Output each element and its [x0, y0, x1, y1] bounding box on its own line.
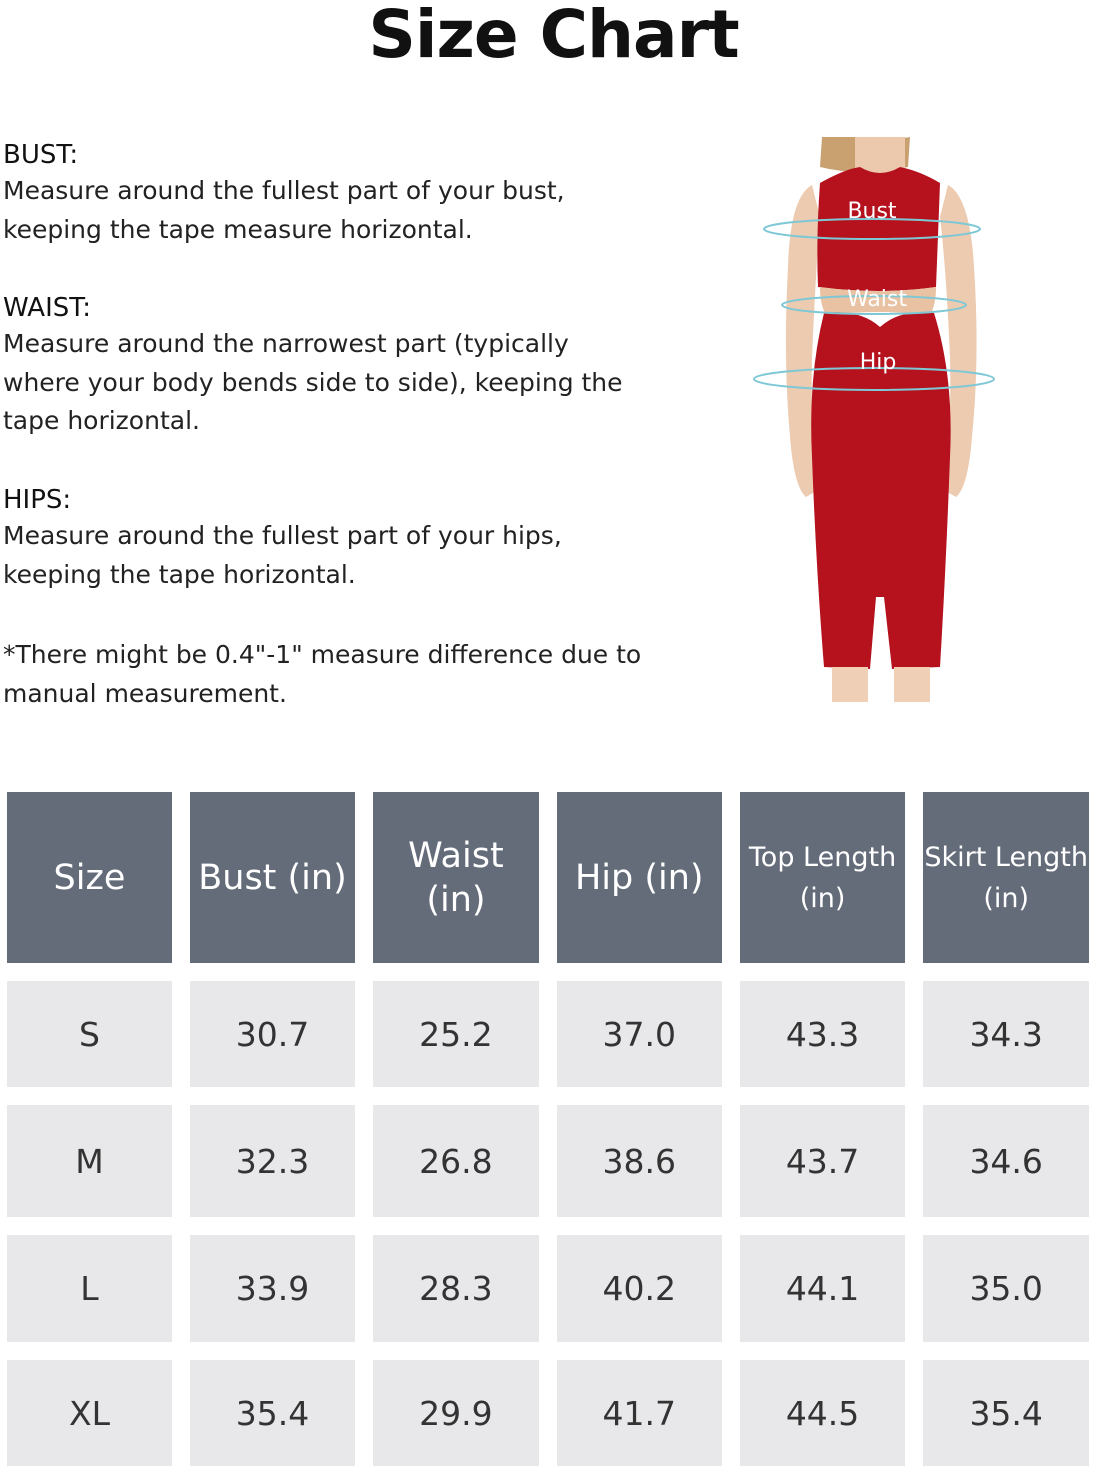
cell-skirt-length: 34.3 — [923, 981, 1089, 1087]
crop-top-shape — [817, 167, 940, 291]
model-figure — [750, 137, 1010, 702]
cell-skirt-length: 35.4 — [923, 1360, 1089, 1466]
table-header-row — [7, 792, 1089, 963]
cell-waist: 26.8 — [373, 1105, 539, 1217]
cell-waist: 29.9 — [373, 1360, 539, 1466]
cell-skirt-length: 34.6 — [923, 1105, 1089, 1217]
hips-text-line: Measure around the fullest part of your hips, — [3, 521, 562, 550]
header-waist: Waist (in) — [373, 792, 539, 963]
cell-size: XL — [7, 1360, 172, 1466]
cell-waist: 28.3 — [373, 1235, 539, 1342]
waist-text-line: tape horizontal. — [3, 406, 200, 435]
cell-top-length: 43.3 — [740, 981, 906, 1087]
waist-guide — [3, 291, 623, 441]
cell-bust: 32.3 — [190, 1105, 355, 1217]
hips-text-line: keeping the tape horizontal. — [3, 559, 356, 589]
cell-size: M — [7, 1105, 172, 1217]
measure-note — [3, 636, 641, 713]
waist-label: Waist — [846, 287, 908, 312]
waist-heading: WAIST: — [3, 293, 92, 323]
bust-guide — [3, 138, 565, 249]
cell-top-length: 44.1 — [740, 1235, 906, 1342]
header-skirt-length: Skirt Length (in) — [923, 792, 1089, 963]
hips-heading: HIPS: — [3, 485, 72, 515]
hip-label: Hip — [859, 350, 897, 375]
header-top-length: Top Length (in) — [740, 792, 906, 963]
table-row — [7, 1360, 1089, 1466]
header-bust: Bust (in) — [190, 792, 355, 963]
cell-size: L — [7, 1235, 172, 1342]
note-line: manual measurement. — [3, 678, 287, 708]
right-leg-shape — [894, 667, 930, 702]
table-row — [7, 1235, 1089, 1342]
table-row — [7, 981, 1089, 1087]
cell-hip: 40.2 — [557, 1235, 722, 1342]
cell-waist: 25.2 — [373, 981, 539, 1087]
left-leg-shape — [832, 667, 868, 702]
cell-hip: 38.6 — [557, 1105, 722, 1217]
waist-text-line: where your body bends side to side), keeping the — [3, 367, 623, 397]
cell-top-length: 44.5 — [740, 1360, 906, 1466]
cell-size: S — [7, 981, 172, 1087]
dress-illustration — [750, 137, 1010, 702]
cell-hip: 37.0 — [557, 981, 722, 1087]
bust-label: Bust — [847, 199, 897, 224]
cell-skirt-length: 35.0 — [923, 1235, 1089, 1342]
header-hip: Hip (in) — [557, 792, 722, 963]
note-line: *There might be 0.4"-1" measure difference due to — [3, 640, 642, 669]
hips-guide — [3, 483, 562, 594]
bust-text-line: keeping the tape measure horizontal. — [3, 214, 473, 244]
size-table — [0, 774, 1107, 1484]
table-row — [7, 1105, 1089, 1217]
cell-bust: 33.9 — [190, 1235, 355, 1342]
cell-bust: 30.7 — [190, 981, 355, 1087]
cell-top-length: 43.7 — [740, 1105, 906, 1217]
cell-bust: 35.4 — [190, 1360, 355, 1466]
bust-heading: BUST: — [3, 140, 79, 170]
page-title: Size Chart — [368, 0, 739, 73]
bust-text-line: Measure around the fullest part of your bust, — [3, 176, 565, 205]
cell-hip: 41.7 — [557, 1360, 722, 1466]
waist-text-line: Measure around the narrowest part (typically — [3, 329, 569, 358]
header-size: Size — [7, 792, 172, 963]
